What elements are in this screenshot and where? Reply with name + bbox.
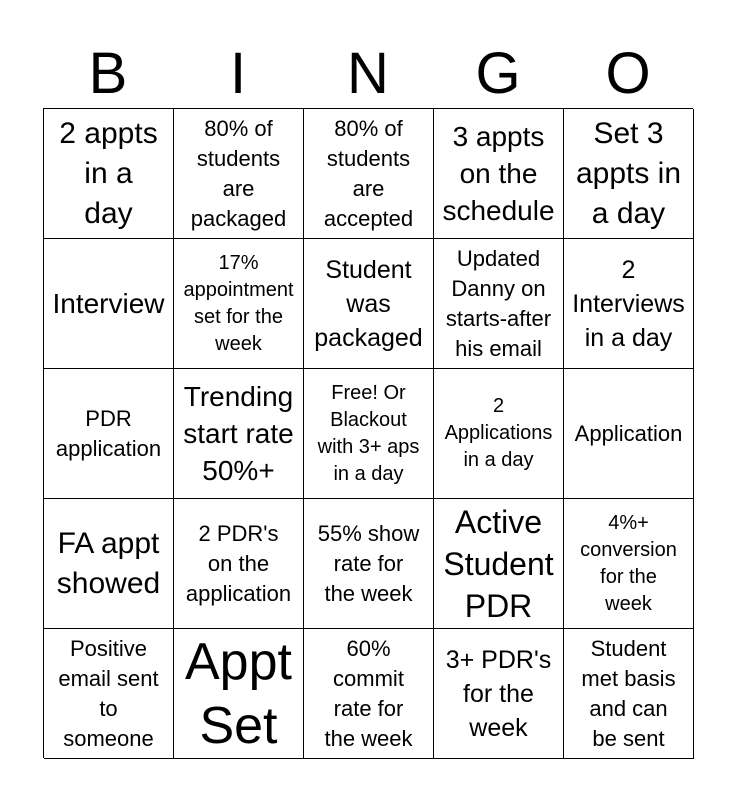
- header-letter-i: I: [229, 41, 247, 106]
- cell-text: 17% appointment set for the week: [183, 251, 294, 355]
- cell-text: Trending start rate 50%+: [183, 381, 294, 486]
- bingo-cell-r4-c1[interactable]: [44, 499, 174, 629]
- cell-text: Interview: [52, 288, 165, 319]
- header-letter-b: B: [88, 41, 128, 106]
- bingo-cell-r5-c4[interactable]: [434, 629, 564, 759]
- header-letter-n: N: [347, 41, 389, 106]
- cell-text: 60% commit rate for the week: [324, 635, 413, 751]
- bingo-cell-r5-c2[interactable]: [174, 629, 304, 759]
- bingo-cell-r4-c3[interactable]: [304, 499, 434, 629]
- cell-text: Set 3 appts in a day: [575, 116, 682, 230]
- bingo-cell-r3-c1[interactable]: [44, 369, 174, 499]
- bingo-header: [43, 40, 693, 108]
- bingo-cell-r5-c1[interactable]: [44, 629, 174, 759]
- bingo-cell-r2-c4[interactable]: [434, 239, 564, 369]
- bingo-cell-r3-c2[interactable]: [174, 369, 304, 499]
- cell-text: 2 Applications in a day: [444, 395, 553, 471]
- bingo-cell-r3-c5[interactable]: [564, 369, 694, 499]
- bingo-cell-r1-c2[interactable]: [174, 109, 304, 239]
- cell-text: Free! Or Blackout with 3+ aps in a day: [317, 381, 420, 485]
- cell-text: Student met basis and can be sent: [581, 635, 676, 751]
- bingo-cell-r5-c3[interactable]: [304, 629, 434, 759]
- bingo-cell-r3-c4[interactable]: [434, 369, 564, 499]
- cell-text: 3+ PDR's for the week: [445, 645, 552, 742]
- bingo-cell-r2-c5[interactable]: [564, 239, 694, 369]
- cell-text: 80% of students are packaged: [190, 115, 287, 231]
- bingo-cell-r4-c2[interactable]: [174, 499, 304, 629]
- cell-text: 80% of students are accepted: [323, 115, 414, 231]
- cell-text: 2 PDR's on the application: [185, 520, 292, 606]
- bingo-cell-r2-c1[interactable]: [44, 239, 174, 369]
- cell-text: Appt Set: [185, 632, 292, 755]
- cell-text: 3 appts on the schedule: [442, 121, 555, 226]
- bingo-cell-r1-c3[interactable]: [304, 109, 434, 239]
- bingo-cell-r5-c5[interactable]: [564, 629, 694, 759]
- cell-text: Student was packaged: [314, 255, 423, 352]
- bingo-cell-r4-c5[interactable]: [564, 499, 694, 629]
- bingo-grid: [43, 108, 693, 758]
- header-letter-o: O: [605, 41, 651, 106]
- bingo-cell-r1-c5[interactable]: [564, 109, 694, 239]
- cell-text: 2 appts in a day: [59, 116, 158, 230]
- bingo-cell-r4-c4[interactable]: [434, 499, 564, 629]
- cell-text: PDR application: [55, 405, 162, 461]
- cell-text: 4%+ conversion for the week: [580, 511, 677, 615]
- cell-text: 55% show rate for the week: [317, 520, 420, 606]
- cell-text: Positive email sent to someone: [58, 635, 159, 751]
- header-letter-g: G: [475, 41, 521, 106]
- bingo-cell-r2-c3[interactable]: [304, 239, 434, 369]
- bingo-cell-r1-c4[interactable]: [434, 109, 564, 239]
- cell-text: Application: [574, 420, 683, 446]
- bingo-cell-r3-c3[interactable]: [304, 369, 434, 499]
- cell-text: 2 Interviews in a day: [572, 255, 685, 352]
- bingo-cell-r2-c2[interactable]: [174, 239, 304, 369]
- cell-text: Active Student PDR: [443, 503, 554, 624]
- cell-text: FA appt showed: [56, 526, 161, 600]
- bingo-cell-r1-c1[interactable]: [44, 109, 174, 239]
- cell-text: Updated Danny on starts-after his email: [445, 245, 552, 361]
